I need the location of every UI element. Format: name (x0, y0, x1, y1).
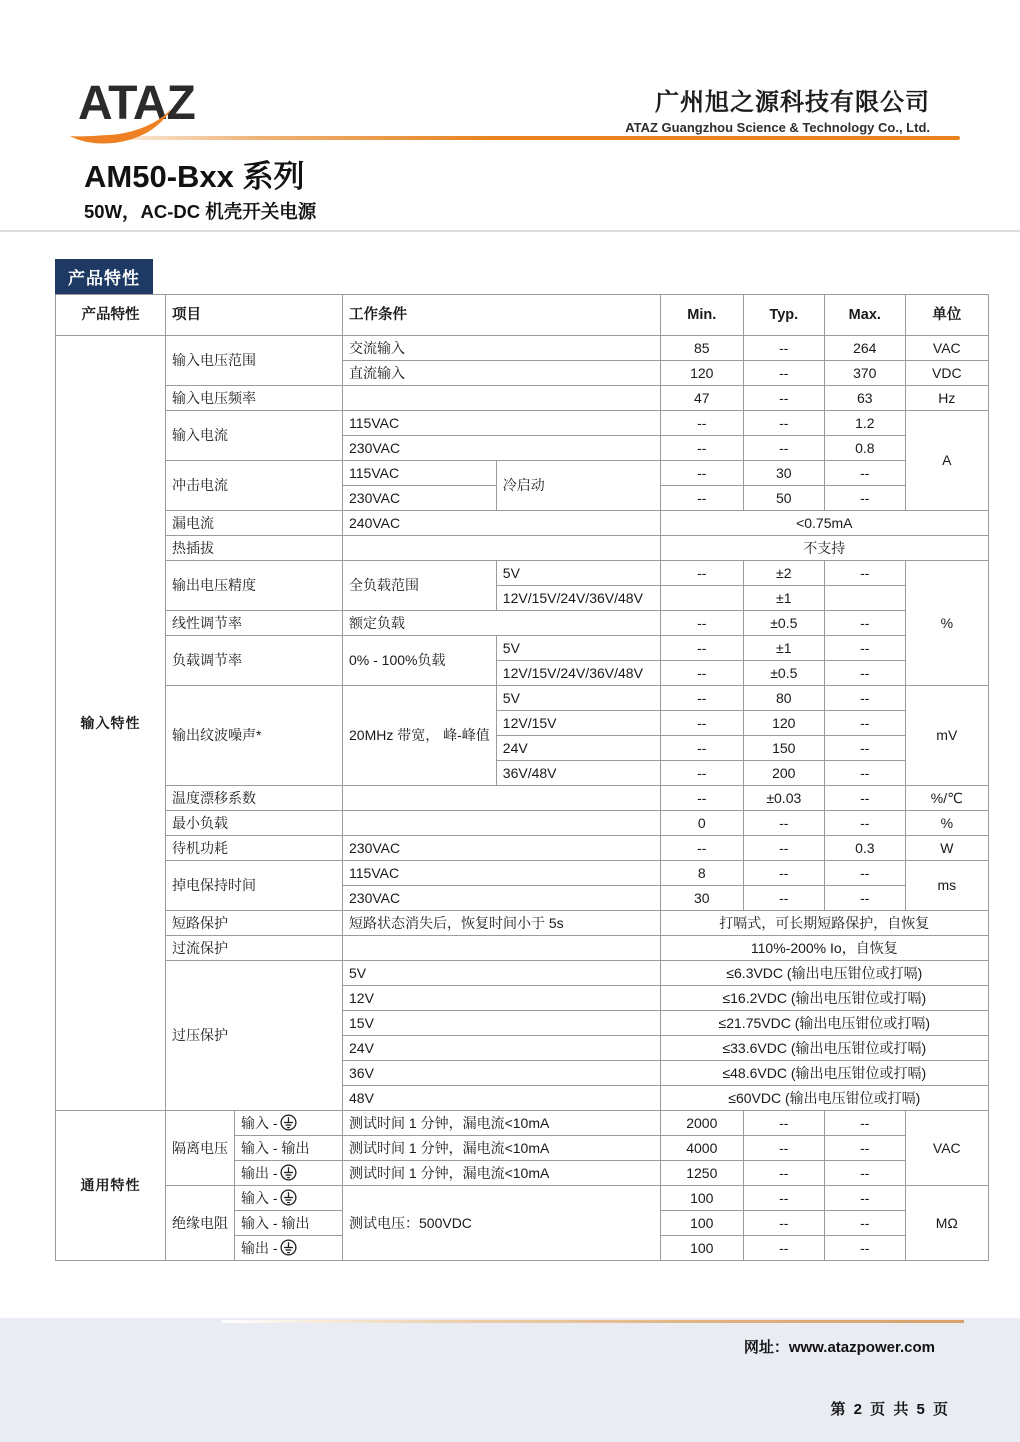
cell-unit: MΩ (905, 1186, 988, 1261)
cell-max: 1.2 (824, 411, 905, 436)
cell-max: -- (824, 761, 905, 786)
cell-min: -- (660, 761, 743, 786)
table-header-row (56, 295, 989, 336)
cell-value: ≤33.6VDC (输出电压钳位或打嗝) (660, 1036, 988, 1061)
cell-value: <0.75mA (660, 511, 988, 536)
cell-condition: 冷启动 (496, 461, 660, 511)
subitem-label: 输出 - (241, 1165, 278, 1182)
cell-typ: 80 (743, 686, 824, 711)
cell-item: 掉电保持时间 (166, 861, 343, 911)
cell-max: -- (824, 661, 905, 686)
cell-typ: ±1 (743, 586, 824, 611)
cell-condition: 5V (496, 561, 660, 586)
cell-condition: 36V (343, 1061, 661, 1086)
table-row (56, 936, 989, 961)
cell-min: 1250 (660, 1161, 743, 1186)
section-label-cell: 输入特性 (56, 336, 166, 1111)
company-name-en: ATAZ Guangzhou Science & Technology Co., Ltd. (625, 120, 930, 135)
cell-min: 100 (660, 1186, 743, 1211)
cell-min: 85 (660, 336, 743, 361)
cell-condition: 0% - 100%负载 (343, 636, 497, 686)
cell-subitem (235, 1161, 343, 1186)
cell-condition (343, 811, 661, 836)
cell-unit: % (905, 561, 988, 686)
cell-item: 漏电流 (166, 511, 343, 536)
col-header-feature: 产品特性 (56, 295, 166, 336)
cell-item: 输出纹波噪声* (166, 686, 343, 786)
section-badge: 产品特性 (55, 259, 153, 294)
cell-condition: 230VAC (343, 436, 661, 461)
cell-min: -- (660, 786, 743, 811)
cell-item: 输入电压频率 (166, 386, 343, 411)
table-row (56, 836, 989, 861)
cell-min: -- (660, 486, 743, 511)
cell-min: -- (660, 611, 743, 636)
cell-condition: 115VAC (343, 461, 497, 486)
table-row (56, 1111, 989, 1136)
subitem-label: 输出 - (241, 1240, 278, 1257)
col-header-min: Min. (660, 295, 743, 336)
cell-item: 负载调节率 (166, 636, 343, 686)
table-row (56, 961, 989, 986)
cell-condition: 115VAC (343, 411, 661, 436)
header-divider (0, 230, 1020, 232)
cell-condition: 5V (496, 686, 660, 711)
cell-min: -- (660, 711, 743, 736)
cell-condition: 15V (343, 1011, 661, 1036)
cell-condition: 24V (343, 1036, 661, 1061)
cell-condition: 230VAC (343, 886, 661, 911)
cell-typ: 150 (743, 736, 824, 761)
cell-unit: %/℃ (905, 786, 988, 811)
cell-condition: 230VAC (343, 486, 497, 511)
cell-min: -- (660, 836, 743, 861)
cell-min: -- (660, 636, 743, 661)
cell-condition: 12V/15V (496, 711, 660, 736)
table-row (56, 511, 989, 536)
cell-max: -- (824, 711, 905, 736)
cell-condition: 5V (343, 961, 661, 986)
table-row (56, 411, 989, 436)
cell-condition: 12V/15V/24V/36V/48V (496, 661, 660, 686)
cell-typ: -- (743, 386, 824, 411)
table-row (56, 1186, 989, 1211)
cell-typ: -- (743, 411, 824, 436)
cell-min: 47 (660, 386, 743, 411)
cell-value: ≤21.75VDC (输出电压钳位或打嗝) (660, 1011, 988, 1036)
col-header-max: Max. (824, 295, 905, 336)
cell-item: 冲击电流 (166, 461, 343, 511)
table-row (56, 336, 989, 361)
cell-typ: 30 (743, 461, 824, 486)
table-row (56, 611, 989, 636)
cell-category: 隔离电压 (166, 1111, 235, 1186)
cell-max: -- (824, 561, 905, 586)
cell-value: 打嗝式，可长期短路保护，自恢复 (660, 911, 988, 936)
cell-item: 线性调节率 (166, 611, 343, 636)
logo-swoosh-icon (66, 106, 196, 150)
cell-min: 100 (660, 1236, 743, 1261)
cell-typ: -- (743, 1211, 824, 1236)
cell-typ: -- (743, 361, 824, 386)
cell-max: 370 (824, 361, 905, 386)
cell-condition: 测试时间 1 分钟，漏电流<10mA (343, 1111, 661, 1136)
cell-typ: 120 (743, 711, 824, 736)
cell-min: 30 (660, 886, 743, 911)
cell-typ: -- (743, 1186, 824, 1211)
cell-typ: 200 (743, 761, 824, 786)
cell-condition: 交流输入 (343, 336, 661, 361)
cell-typ: 50 (743, 486, 824, 511)
cell-max: -- (824, 486, 905, 511)
table-row (56, 561, 989, 586)
cell-unit: % (905, 811, 988, 836)
cell-condition (343, 386, 661, 411)
series-title: AM50-Bxx 系列 (84, 159, 305, 194)
cell-min: 4000 (660, 1136, 743, 1161)
cell-unit: Hz (905, 386, 988, 411)
cell-min: -- (660, 686, 743, 711)
table-row (56, 786, 989, 811)
cell-max: -- (824, 886, 905, 911)
cell-condition: 5V (496, 636, 660, 661)
cell-min: -- (660, 561, 743, 586)
cell-item: 输入电流 (166, 411, 343, 461)
table-row (56, 861, 989, 886)
cell-max: 264 (824, 336, 905, 361)
cell-subitem (235, 1186, 343, 1211)
cell-min: -- (660, 736, 743, 761)
cell-min: 100 (660, 1211, 743, 1236)
cell-item: 最小负载 (166, 811, 343, 836)
company-name-cn: 广州旭之源科技有限公司 (655, 89, 930, 116)
cell-condition: 测试时间 1 分钟，漏电流<10mA (343, 1161, 661, 1186)
cell-condition (343, 936, 661, 961)
cell-typ: ±0.5 (743, 611, 824, 636)
table-row (56, 461, 989, 486)
header-accent-rule (64, 136, 960, 140)
cell-typ: -- (743, 1161, 824, 1186)
cell-min: -- (660, 411, 743, 436)
cell-subitem: 输入 - 输出 (235, 1211, 343, 1236)
cell-max: -- (824, 1161, 905, 1186)
cell-typ: ±2 (743, 561, 824, 586)
cell-min: -- (660, 436, 743, 461)
cell-unit: VAC (905, 1111, 988, 1186)
cell-condition: 24V (496, 736, 660, 761)
cell-typ: -- (743, 861, 824, 886)
cell-unit: mV (905, 686, 988, 786)
cell-value: ≤6.3VDC (输出电压钳位或打嗝) (660, 961, 988, 986)
cell-category: 绝缘电阻 (166, 1186, 235, 1261)
table-row (56, 686, 989, 711)
cell-item: 过流保护 (166, 936, 343, 961)
cell-typ: ±1 (743, 636, 824, 661)
cell-max: -- (824, 861, 905, 886)
cell-max: -- (824, 1111, 905, 1136)
col-header-condition: 工作条件 (343, 295, 661, 336)
cell-typ: -- (743, 1236, 824, 1261)
cell-item: 温度漂移系数 (166, 786, 343, 811)
cell-value: ≤16.2VDC (输出电压钳位或打嗝) (660, 986, 988, 1011)
cell-condition (343, 536, 661, 561)
cell-unit: VDC (905, 361, 988, 386)
cell-condition (343, 786, 661, 811)
cell-item: 过压保护 (166, 961, 343, 1111)
cell-item: 热插拔 (166, 536, 343, 561)
cell-item: 输入电压范围 (166, 336, 343, 386)
cell-max: -- (824, 611, 905, 636)
cell-condition: 12V (343, 986, 661, 1011)
cell-typ: -- (743, 886, 824, 911)
footer-accent-rule (222, 1320, 964, 1323)
cell-condition: 20MHz 带宽， 峰-峰值 (343, 686, 497, 786)
protective-earth-icon (280, 1164, 297, 1181)
cell-min: 0 (660, 811, 743, 836)
cell-unit: ms (905, 861, 988, 911)
protective-earth-icon (280, 1189, 297, 1206)
cell-max: -- (824, 1211, 905, 1236)
cell-condition: 240VAC (343, 511, 661, 536)
cell-value: 110%-200% Io，自恢复 (660, 936, 988, 961)
col-header-item: 项目 (166, 295, 343, 336)
cell-subitem: 输入 - 输出 (235, 1136, 343, 1161)
cell-condition: 短路状态消失后，恢复时间小于 5s (343, 911, 661, 936)
cell-max (824, 586, 905, 611)
cell-unit: A (905, 411, 988, 511)
cell-min: 120 (660, 361, 743, 386)
table-row (56, 811, 989, 836)
cell-subitem (235, 1111, 343, 1136)
cell-min (660, 586, 743, 611)
cell-max: -- (824, 1186, 905, 1211)
cell-typ: -- (743, 336, 824, 361)
cell-item: 待机功耗 (166, 836, 343, 861)
cell-value: ≤60VDC (输出电压钳位或打嗝) (660, 1086, 988, 1111)
protective-earth-icon (280, 1239, 297, 1256)
cell-unit: W (905, 836, 988, 861)
table-row (56, 911, 989, 936)
cell-typ: -- (743, 436, 824, 461)
cell-typ: -- (743, 1111, 824, 1136)
company-name-block (625, 82, 930, 135)
cell-typ: -- (743, 836, 824, 861)
cell-condition: 115VAC (343, 861, 661, 886)
cell-subitem (235, 1236, 343, 1261)
cell-condition: 36V/48V (496, 761, 660, 786)
cell-item: 短路保护 (166, 911, 343, 936)
page-footer (0, 1318, 1020, 1442)
table-row (56, 536, 989, 561)
cell-min: -- (660, 661, 743, 686)
cell-value: ≤48.6VDC (输出电压钳位或打嗝) (660, 1061, 988, 1086)
section-label-cell: 通用特性 (56, 1111, 166, 1261)
cell-typ: -- (743, 1136, 824, 1161)
website-link[interactable]: 网址：www.atazpower.com (743, 1339, 935, 1356)
cell-max: 0.3 (824, 836, 905, 861)
cell-condition: 12V/15V/24V/36V/48V (496, 586, 660, 611)
page-number: 第 2 页 共 5 页 (830, 1401, 950, 1418)
cell-typ: -- (743, 811, 824, 836)
cell-min: -- (660, 461, 743, 486)
cell-condition: 直流输入 (343, 361, 661, 386)
cell-max: -- (824, 686, 905, 711)
series-subtitle: 50W，AC-DC 机壳开关电源 (84, 201, 317, 222)
protective-earth-icon (280, 1114, 297, 1131)
cell-condition: 额定负载 (343, 611, 661, 636)
cell-max: -- (824, 736, 905, 761)
table-row (56, 636, 989, 661)
subitem-label: 输入 - (241, 1190, 278, 1207)
logo-text: ATAZ (78, 77, 195, 130)
table-row (56, 386, 989, 411)
cell-min: 8 (660, 861, 743, 886)
cell-min: 2000 (660, 1111, 743, 1136)
cell-condition: 测试时间 1 分钟，漏电流<10mA (343, 1136, 661, 1161)
cell-condition: 全负载范围 (343, 561, 497, 611)
cell-typ: ±0.5 (743, 661, 824, 686)
cell-max: -- (824, 786, 905, 811)
cell-item: 输出电压精度 (166, 561, 343, 611)
cell-max: 63 (824, 386, 905, 411)
cell-max: -- (824, 1136, 905, 1161)
cell-unit: VAC (905, 336, 988, 361)
cell-condition: 测试电压：500VDC (343, 1186, 661, 1261)
cell-max: -- (824, 811, 905, 836)
cell-value: 不支持 (660, 536, 988, 561)
cell-max: -- (824, 461, 905, 486)
cell-typ: ±0.03 (743, 786, 824, 811)
cell-condition: 230VAC (343, 836, 661, 861)
product-characteristics-table (55, 294, 989, 1261)
cell-max: -- (824, 1236, 905, 1261)
col-header-typ: Typ. (743, 295, 824, 336)
subitem-label: 输入 - (241, 1115, 278, 1132)
cell-max: -- (824, 636, 905, 661)
cell-condition: 48V (343, 1086, 661, 1111)
col-header-unit: 单位 (905, 295, 988, 336)
cell-max: 0.8 (824, 436, 905, 461)
